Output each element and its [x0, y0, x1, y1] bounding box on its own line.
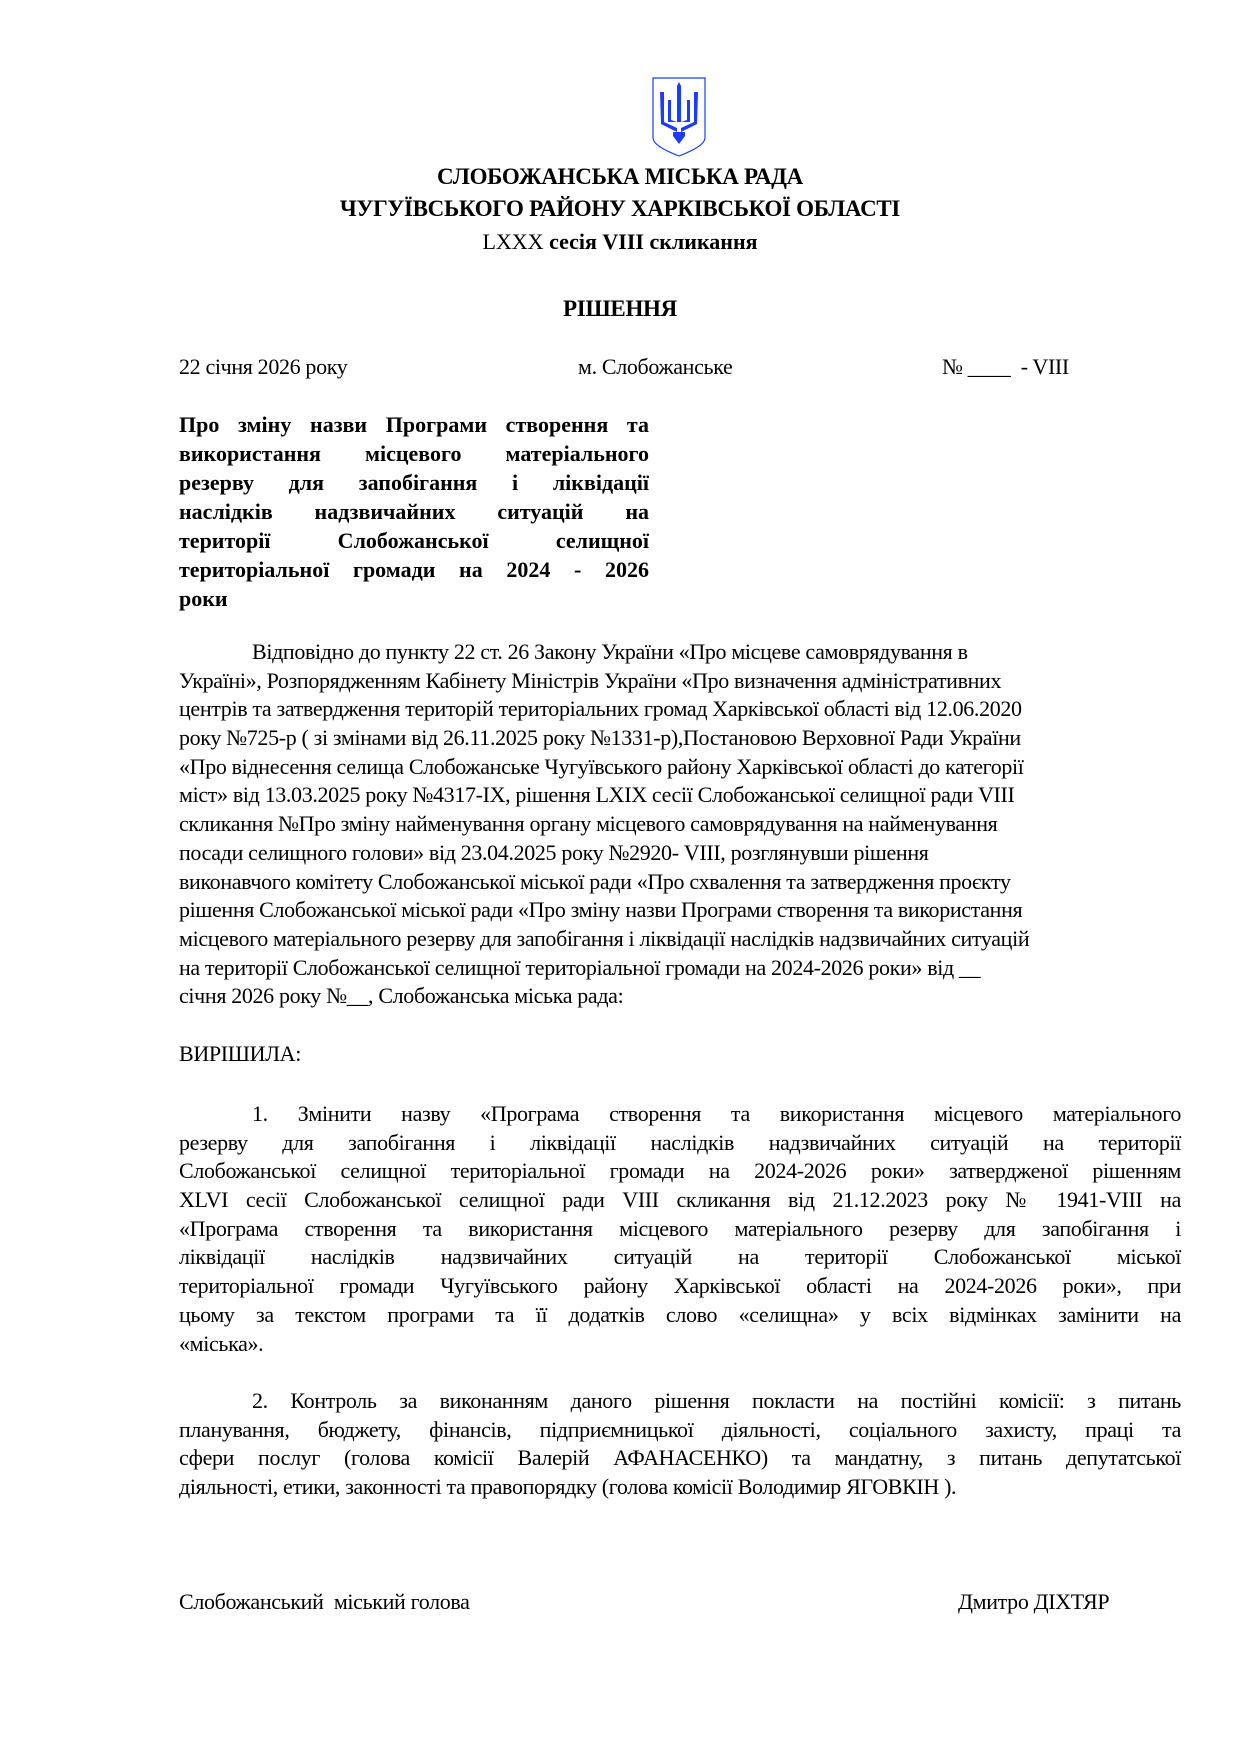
item-line: «міська».	[179, 1330, 264, 1356]
decision-title	[179, 410, 649, 613]
session-number: LXXX	[482, 229, 544, 254]
title-line: території Слобожанської селищної	[179, 528, 649, 553]
item-line: територіальної громади Чугуївського району Харківської області на 2024-2026 роки», при	[179, 1273, 1181, 1299]
item-line: 1. Змінити назву «Програма створення та використання місцевого матеріального	[252, 1101, 1181, 1126]
district-name: ЧУГУЇВСЬКОГО РАЙОНУ ХАРКІВСЬКОЇ ОБЛАСТІ	[339, 196, 901, 221]
preamble-line: місцевого матеріального резерву для запобігання і ліквідації наслідків надзвичайних ситуацій	[179, 925, 1030, 951]
item-line: сфери послуг (голова комісії Валерій АФАНАСЕНКО) та мандатну, з питань депутатської	[179, 1445, 1181, 1471]
decision-item-1	[179, 1100, 1181, 1358]
signatory-position: Слобожанський міський голова	[179, 1589, 470, 1614]
title-line: використання місцевого матеріального	[179, 441, 649, 466]
decided-heading: ВИРІШИЛА:	[179, 1041, 301, 1066]
preamble-line: рішення Слобожанської міської ради «Про зміну назви Програми створення та використання	[179, 897, 1023, 923]
preamble-line: року №725-р ( зі змінами від 26.11.2025 року №1331-р),Постановою Верховної Ради України	[179, 725, 1021, 751]
signatory-name: Дмитро ДІХТЯР	[958, 1589, 1110, 1614]
decision-place: м. Слобожанське	[578, 354, 733, 379]
item-line: резерву для запобігання і ліквідації наслідків надзвичайних ситуацій на території	[179, 1129, 1181, 1155]
preamble-line: центрів та затвердження територій територіальних громад Харківської області від 12.06.2020	[179, 696, 1022, 722]
item-line: планування, бюджету, фінансів, підприємницької діяльності, соціального захисту, праці та	[179, 1416, 1181, 1442]
decision-item-2	[179, 1387, 1181, 1502]
preamble	[179, 638, 1181, 1011]
item-line: XLVI сесії Слобожанської селищної ради VIII скликання від 21.12.2023 року № 1941-VIII на	[179, 1187, 1181, 1213]
session-line	[0, 229, 1240, 255]
preamble-line: на території Слобожанської селищної територіальної громади на 2024-2026 роки» від __	[179, 954, 981, 980]
preamble-line: скликання №Про зміну найменування органу місцевого самоврядування на найменування	[179, 811, 998, 837]
preamble-line: «Про віднесення селища Слобожанське Чугуївського району Харківської області до категорії	[179, 753, 1024, 779]
decision-number: № ____ - VIII	[942, 354, 1069, 379]
item-line: «Програма створення та використання місцевого матеріального резерву для запобігання і	[179, 1215, 1181, 1241]
preamble-line: міст» від 13.03.2025 року №4317-IX, рішення LXIX сесії Слобожанської селищної ради VIII	[179, 782, 1015, 808]
document-type: РІШЕННЯ	[563, 296, 677, 321]
preamble-line: посади селищного голови» від 23.04.2025 року №2920- VIII, розглянувши рішення	[179, 839, 929, 865]
preamble-line: Відповідно до пункту 22 ст. 26 Закону України «Про місцеве самоврядування в	[252, 639, 968, 664]
item-line: ліквідації наслідків надзвичайних ситуацій на території Слобожанської міської	[179, 1244, 1181, 1270]
title-line: наслідків надзвичайних ситуацій на	[179, 499, 649, 524]
item-line: діяльності, етики, законності та правопорядку (голова комісії Володимир ЯГОВКІН ).	[179, 1474, 957, 1500]
title-line: Про зміну назви Програми створення та	[179, 412, 649, 437]
title-line: роки	[179, 586, 228, 611]
coat-of-arms-icon	[651, 76, 707, 158]
council-name: СЛОБОЖАНСЬКА МІСЬКА РАДА	[437, 164, 803, 189]
preamble-line: Україні», Розпорядженням Кабінету Міністрів України «Про визначення адміністративних	[179, 667, 1002, 693]
title-line: резерву для запобігання і ліквідації	[179, 470, 649, 495]
item-line: 2. Контроль за виконанням даного рішення покласти на постійні комісії: з питань	[252, 1388, 1181, 1413]
item-line: цьому за текстом програми та її додатків слово «селищна» у всіх відмінках замінити на	[179, 1301, 1181, 1327]
session-convocation: сесія VIII скликання	[549, 229, 758, 254]
title-line: територіальної громади на 2024 - 2026	[179, 557, 649, 582]
preamble-line: січня 2026 року №__, Слобожанська міська рада:	[179, 983, 624, 1009]
item-line: Слобожанської селищної територіальної громади на 2024-2026 роки» затвердженої рішенням	[179, 1158, 1181, 1184]
preamble-line: виконавчого комітету Слобожанської міської ради «Про схвалення та затвердження проєкту	[179, 868, 1011, 894]
decision-date: 22 січня 2026 року	[179, 354, 348, 379]
